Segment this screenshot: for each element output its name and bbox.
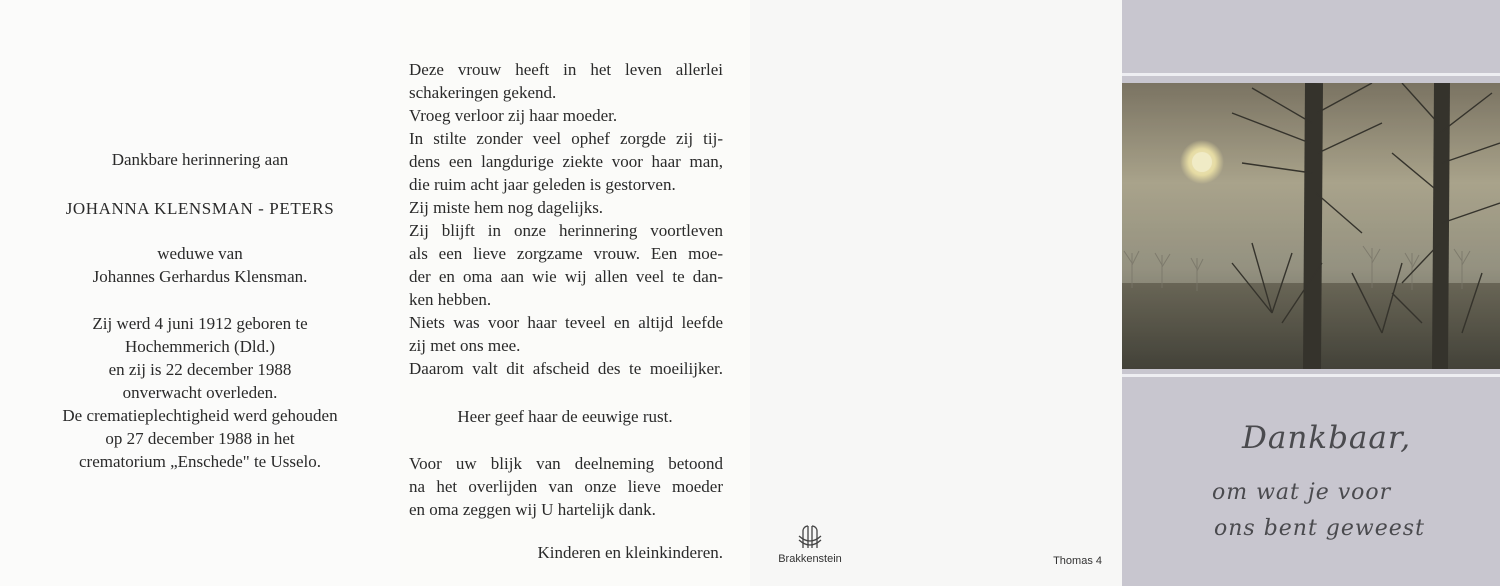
poem-text (409, 58, 723, 380)
misty-sunset-trees-photo (1122, 83, 1500, 369)
bio-line: De crematieplechtigheid werd gehouden (62, 406, 338, 425)
bio-line: en zij is 22 december 1988 (108, 360, 292, 379)
biography (0, 312, 400, 473)
bio-line: Hochemmerich (Dld.) (124, 337, 276, 356)
card-code: Thomas 4 (1053, 555, 1102, 567)
poem-line: zij met ons mee. (409, 336, 521, 355)
deceased-name: JOHANNA KLENSMAN - PETERS (65, 199, 335, 218)
thanks-text (409, 452, 723, 521)
poem-line: schakeringen gekend. (409, 83, 557, 102)
thanks-line: Voor uw blijk van deelneming betoond (409, 454, 723, 473)
back-panel (750, 0, 1122, 586)
memorial-panel (0, 0, 400, 586)
poem-line: Vroeg verloor zij haar moeder. (409, 106, 618, 125)
thanks-line: en oma zeggen wij U hartelijk dank. (409, 500, 656, 519)
poem-line: In stilte zonder veel ophef zorgde zij tij- (409, 129, 723, 148)
poem-panel (400, 0, 750, 586)
widow-block (0, 242, 400, 288)
publisher-name: Brakkenstein (778, 553, 842, 565)
poem-line: Daarom valt dit afscheid des te moeilijker. (409, 359, 723, 378)
script-line: ons bent geweest (1214, 516, 1425, 541)
thanks-line: na het overlijden van onze lieve moeder (409, 477, 723, 496)
poem-line: ken hebben. (409, 290, 492, 309)
poem-line: Deze vrouw heeft in het leven allerlei (409, 60, 723, 79)
husband-name: Johannes Gerhardus Klensman. (92, 267, 308, 286)
poem-line: Zij blijft in onze herinnering voortleven (409, 221, 723, 240)
prayer-text: Heer geef haar de eeuwige rust. (457, 407, 673, 426)
divider (1122, 374, 1500, 377)
widow-label: weduwe van (157, 244, 243, 263)
bio-line: op 27 december 1988 in het (105, 429, 295, 448)
poem-line: Zij miste hem nog dagelijks. (409, 198, 604, 217)
script-line: Dankbaar, (1242, 420, 1412, 456)
bio-line: Zij werd 4 juni 1912 geboren te (92, 314, 308, 333)
bio-line: onverwacht overleden. (122, 383, 278, 402)
poem-line: als een lieve zorgzame vrouw. Een moe- (409, 244, 723, 263)
poem-line: der en oma aan wie wij allen veel te dan- (409, 267, 723, 286)
signature: Kinderen en kleinkinderen. (537, 543, 723, 562)
poem-line: die ruim acht jaar geleden is gestorven. (409, 175, 676, 194)
photo-frame (1122, 70, 1500, 385)
cover-panel (1122, 0, 1500, 586)
publisher-mark (765, 522, 855, 565)
intro-text: Dankbare herinnering aan (111, 150, 289, 169)
brakkenstein-logo-icon (795, 522, 825, 552)
divider (1122, 73, 1500, 76)
bio-line: crematorium „Enschede" te Usselo. (78, 452, 322, 471)
poem-line: Niets was voor haar teveel en altijd leefde (409, 313, 723, 332)
poem-line: dens een langdurige ziekte voor haar man, (409, 152, 723, 171)
script-line: om wat je voor (1212, 480, 1392, 505)
